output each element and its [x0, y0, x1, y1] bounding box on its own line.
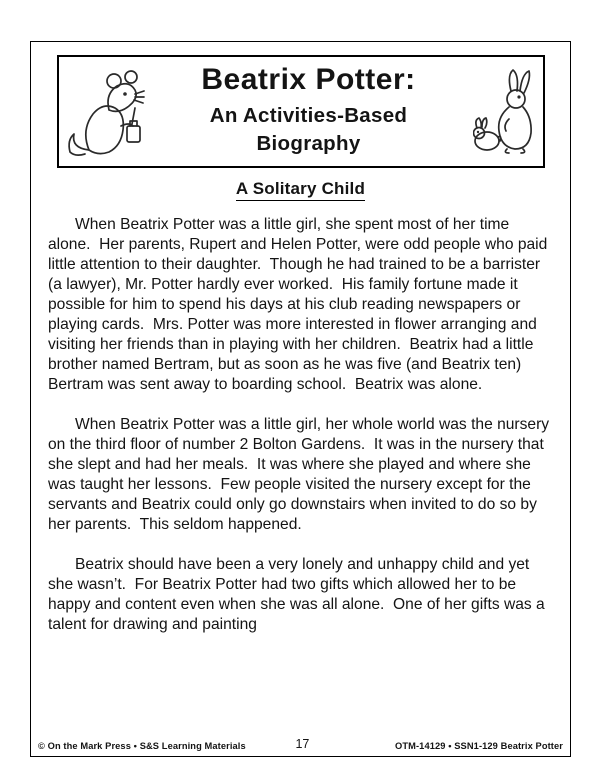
page-subtitle-line1: An Activities-Based: [209, 103, 408, 127]
title-block: [145, 61, 473, 162]
page-footer: [38, 737, 563, 751]
body-paragraph: When Beatrix Potter was a little girl, her whole world was the nursery on the third floor of number 2 Bolton Gardens. It was in the nursery that she slept and had her meals. It was where she played and where she was taught her lessons. Few people visited the nursery except for the servants and Beatrix could only go downstairs when invited to do so by her parents. This seldom happened.: [48, 415, 554, 533]
body-paragraph: Beatrix should have been a very lonely and unhappy child and yet she wasn’t. For Beatrix Potter had two gifts which allowed her to be happy and content even when she was all alone. One of her gifts was a talent for drawing and painting: [48, 555, 550, 633]
page-border: [30, 41, 571, 757]
rabbits-illustration: [473, 67, 537, 155]
footer-publisher: © On the Mark Press • S&S Learning Materials: [38, 741, 246, 751]
mouse-with-ink-bottle-icon: [65, 64, 145, 158]
body-paragraph: When Beatrix Potter was a little girl, she spent most of her time alone. Her parents, Rupert and Helen Potter, were odd people who paid little attention to their daughter. Though he had trained to be a barrister (a lawyer), Mr. Potter hardly ever worked. His family fortune made it possible for him to spend his days at his club reading newspapers or playing cards. Mrs. Potter was more interested in flower arranging and visiting her friends than in playing with her children. Beatrix had a little brother named Bertram, but as soon as he was five (and Beatrix ten) Bertram was sent away to boarding school. Beatrix was alone.: [48, 215, 552, 393]
footer-catalog-code: OTM-14129 • SSN1-129 Beatrix Potter: [395, 741, 563, 751]
page-title: Beatrix Potter:: [201, 63, 416, 96]
title-banner: [57, 55, 545, 168]
rabbits-icon: [473, 67, 537, 155]
page-number: 17: [295, 737, 310, 751]
mouse-illustration: [65, 64, 145, 158]
section-heading-wrap: [31, 179, 570, 201]
page-subtitle-line2: Biography: [256, 132, 361, 156]
article-body: [31, 201, 570, 635]
section-heading: A Solitary Child: [236, 179, 365, 201]
